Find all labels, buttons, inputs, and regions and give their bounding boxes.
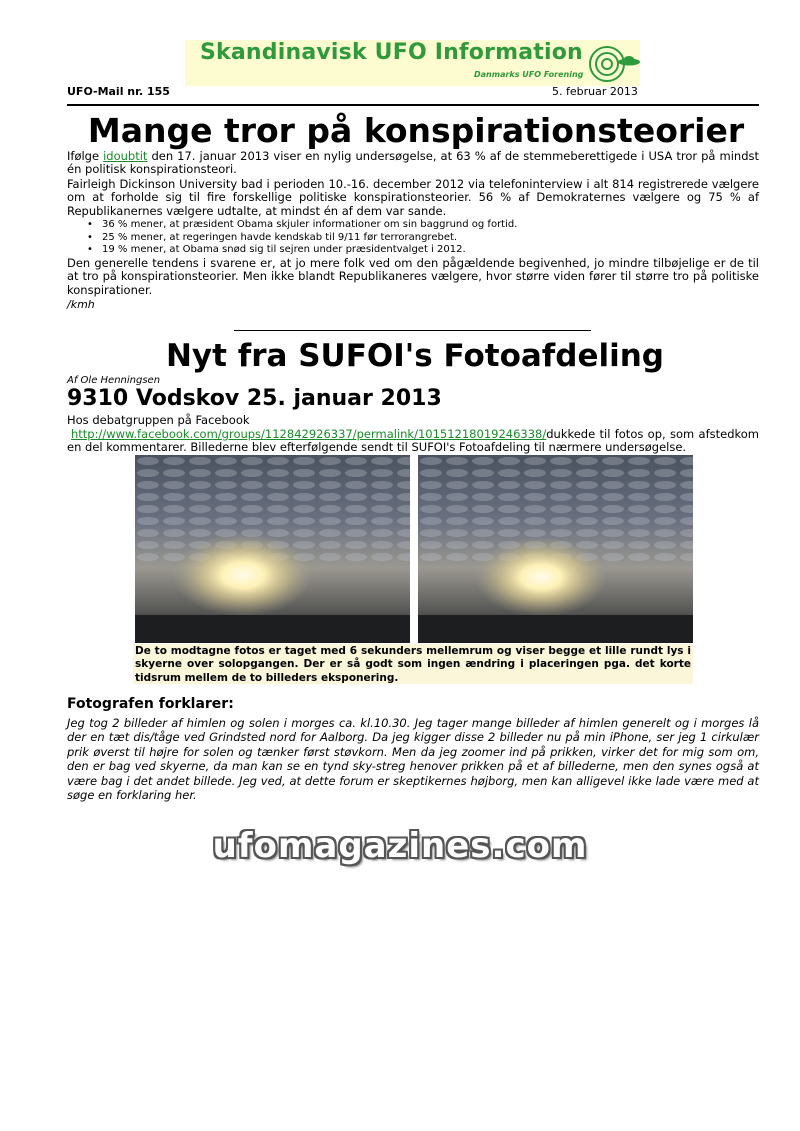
statistics-list — [85, 219, 517, 257]
photo-caption: De to modtagne fotos er taget med 6 sekunders mellemrum og viser begge et lille rundt lys i skyerne over solopgangen. Der er så godt som ingen ændring i placeringen pga. det korte tidsrum mellem de to billeders eksponering. — [135, 645, 691, 684]
list-item: • 19 % mener, at Obama snød sig til sejren under præsidentvalget i 2012. — [85, 244, 517, 257]
list-item: • 25 % mener, at regeringen havde kendskab til 9/11 før terrorangrebet. — [85, 232, 517, 245]
idoubtit-link[interactable]: idoubtit — [103, 149, 148, 163]
sky-photo-1 — [135, 455, 410, 643]
list-item: • 36 % mener, at præsident Obama skjuler informationer om sin baggrund og fortid. — [85, 219, 517, 232]
banner-title: Skandinavisk UFO Information — [200, 40, 583, 65]
sufoi-logo-icon — [587, 42, 641, 84]
watermark: ufomagazines.com — [212, 826, 588, 866]
article2-p2-rest: dukkede til fotos op, som afstedkom en del kommentarer. Billederne blev efterfølgende sendt til SUFOI's Fotoafdeling til nærmere undersøgelse. — [67, 427, 759, 455]
article2-paragraph-2 — [67, 428, 759, 455]
photographer-subhead: Fotografen forklarer: — [67, 696, 234, 712]
article1-paragraph-1 — [67, 150, 759, 177]
article2-subhead: 9310 Vodskov 25. januar 2013 — [67, 386, 442, 411]
article1-p1-rest: den 17. januar 2013 viser en nylig undersøgelse, at 63 % af de stemmeberettigede i USA tror på mindst én politisk konspirationsteori. — [67, 149, 759, 177]
photographer-quote: Jeg tog 2 billeder af himlen og solen i morges ca. kl.10.30. Jeg tager mange billeder af himlen generelt og i morges lå der en tæt dis/tåge ved Grindsted nord for Aalborg. Da jeg kigger disse 2 billeder nu på min iPhone, ser jeg 1 cirkulær prik øverst til højre for solen og tænker først støvkorn. Men da jeg zoomer ind på prikken, virker det for mig som om, den er bag ved skyerne, da man kan se en tynd sky-streg henover prikken på et af billederne, men den synes også at være bag i det andet billede. Jeg ved, at dette forum er skeptikernes højborg, men kan alligevel ikke lade være med at søge en forklaring her. — [67, 716, 759, 803]
header-divider — [67, 104, 759, 106]
banner-subtitle: Danmarks UFO Forening — [474, 70, 584, 79]
article2-paragraph-1: Hos debatgruppen på Facebook — [67, 413, 250, 427]
article1-title: Mange tror på konspirationsteorier — [87, 111, 745, 150]
article1-p1-prefix: Ifølge — [67, 149, 104, 163]
article2-byline: Af Ole Henningsen — [67, 375, 161, 386]
article1-paragraph-3: Den generelle tendens i svarene er, at jo mere folk ved om den pågældende begivenhed, jo mindre tilbøjelige er de til at tro på konspirationsteorier. Men ikke blandt Republikaneres vælgere, hvor større viden fører til større tro på politiske konspirationer. — [67, 256, 759, 297]
article2-title: Nyt fra SUFOI's Fotoafdeling — [165, 338, 664, 374]
section-divider — [234, 330, 591, 331]
facebook-link[interactable]: http://www.facebook.com/groups/112842926337/permalink/10151218019246338/ — [71, 427, 547, 441]
issue-date: 5. februar 2013 — [552, 85, 638, 98]
article1-paragraph-2: Fairleigh Dickinson University bad i perioden 10.-16. december 2012 via telefoninterview i alt 814 registrerede vælgere om at forholde sig til fire forskellige politiske konspirationsteorier. 56 % af Demokraternes vælgere og 75 % af Republikanernes vælgere udtalte, at mindst én af dem var sande. — [67, 177, 759, 218]
sky-photo-2 — [418, 455, 693, 643]
issue-number: UFO-Mail nr. 155 — [67, 85, 170, 98]
article1-signature: /kmh — [67, 298, 95, 311]
